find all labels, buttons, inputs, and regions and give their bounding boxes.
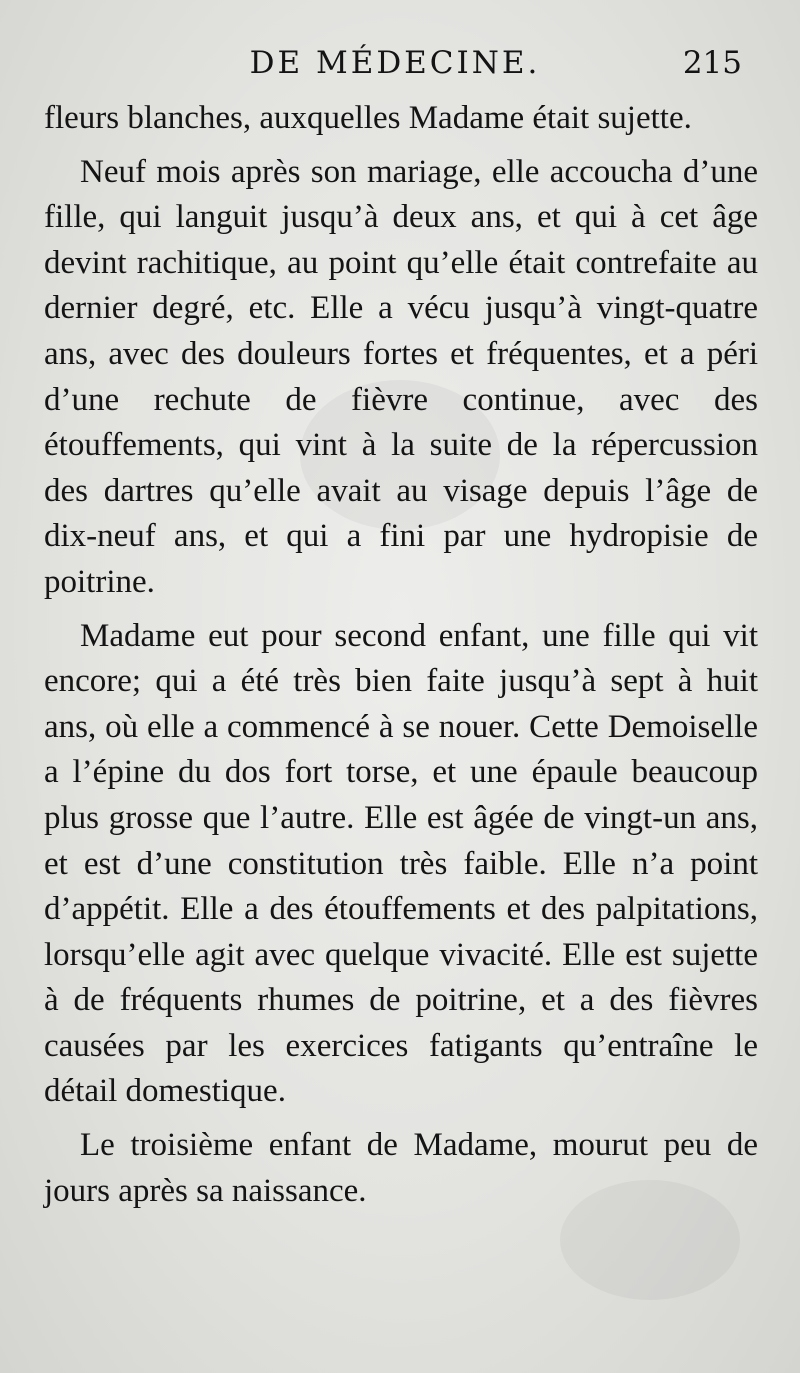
paragraph: Madame eut pour second enfant, une fille qui vit encore; qui a été très bien faite jusqu’à sept à huit ans, où elle a commencé à se nouer. Cette Demoiselle a l’épine du dos fort torse, et une épaule beaucoup plus grosse que l’autre. Elle est âgée de vingt-un ans, et est d’une constitution très faible. Elle n’a point d’appétit. Elle a des étouffements et des palpitations, lorsqu’elle agit avec quelque vivacité. Elle est sujette à de fréquents rhumes de poitrine, et a des fièvres causées par les exercices fatigants qu’entraîne le détail domestique. (44, 617, 758, 1110)
paragraph-continued: fleurs blanches, auxquelles Madame était sujette. (44, 100, 692, 136)
running-head (48, 40, 742, 86)
paragraph: Neuf mois après son mariage, elle accoucha d’une fille, qui languit jusqu’à deux ans, et qui à cet âge devint rachitique, au point qu’elle était contrefaite au dernier degré, etc. Elle a vécu jusqu’à vingt-quatre ans, avec des douleurs fortes et fréquentes, et a péri d’une rechute de fièvre continue, avec des étouffements, qui vint à la suite de la répercussion des dartres qu’elle avait au visage depuis l’âge de dix-neuf ans, et qui a fini par une hydropisie de poitrine. (44, 153, 758, 600)
paragraph: Le troisième enfant de Madame, mourut peu de jours après sa naissance. (44, 1127, 758, 1209)
body-text (44, 96, 758, 1214)
running-title: DE MÉDECINE. (249, 45, 541, 81)
page-number: 215 (682, 45, 742, 81)
